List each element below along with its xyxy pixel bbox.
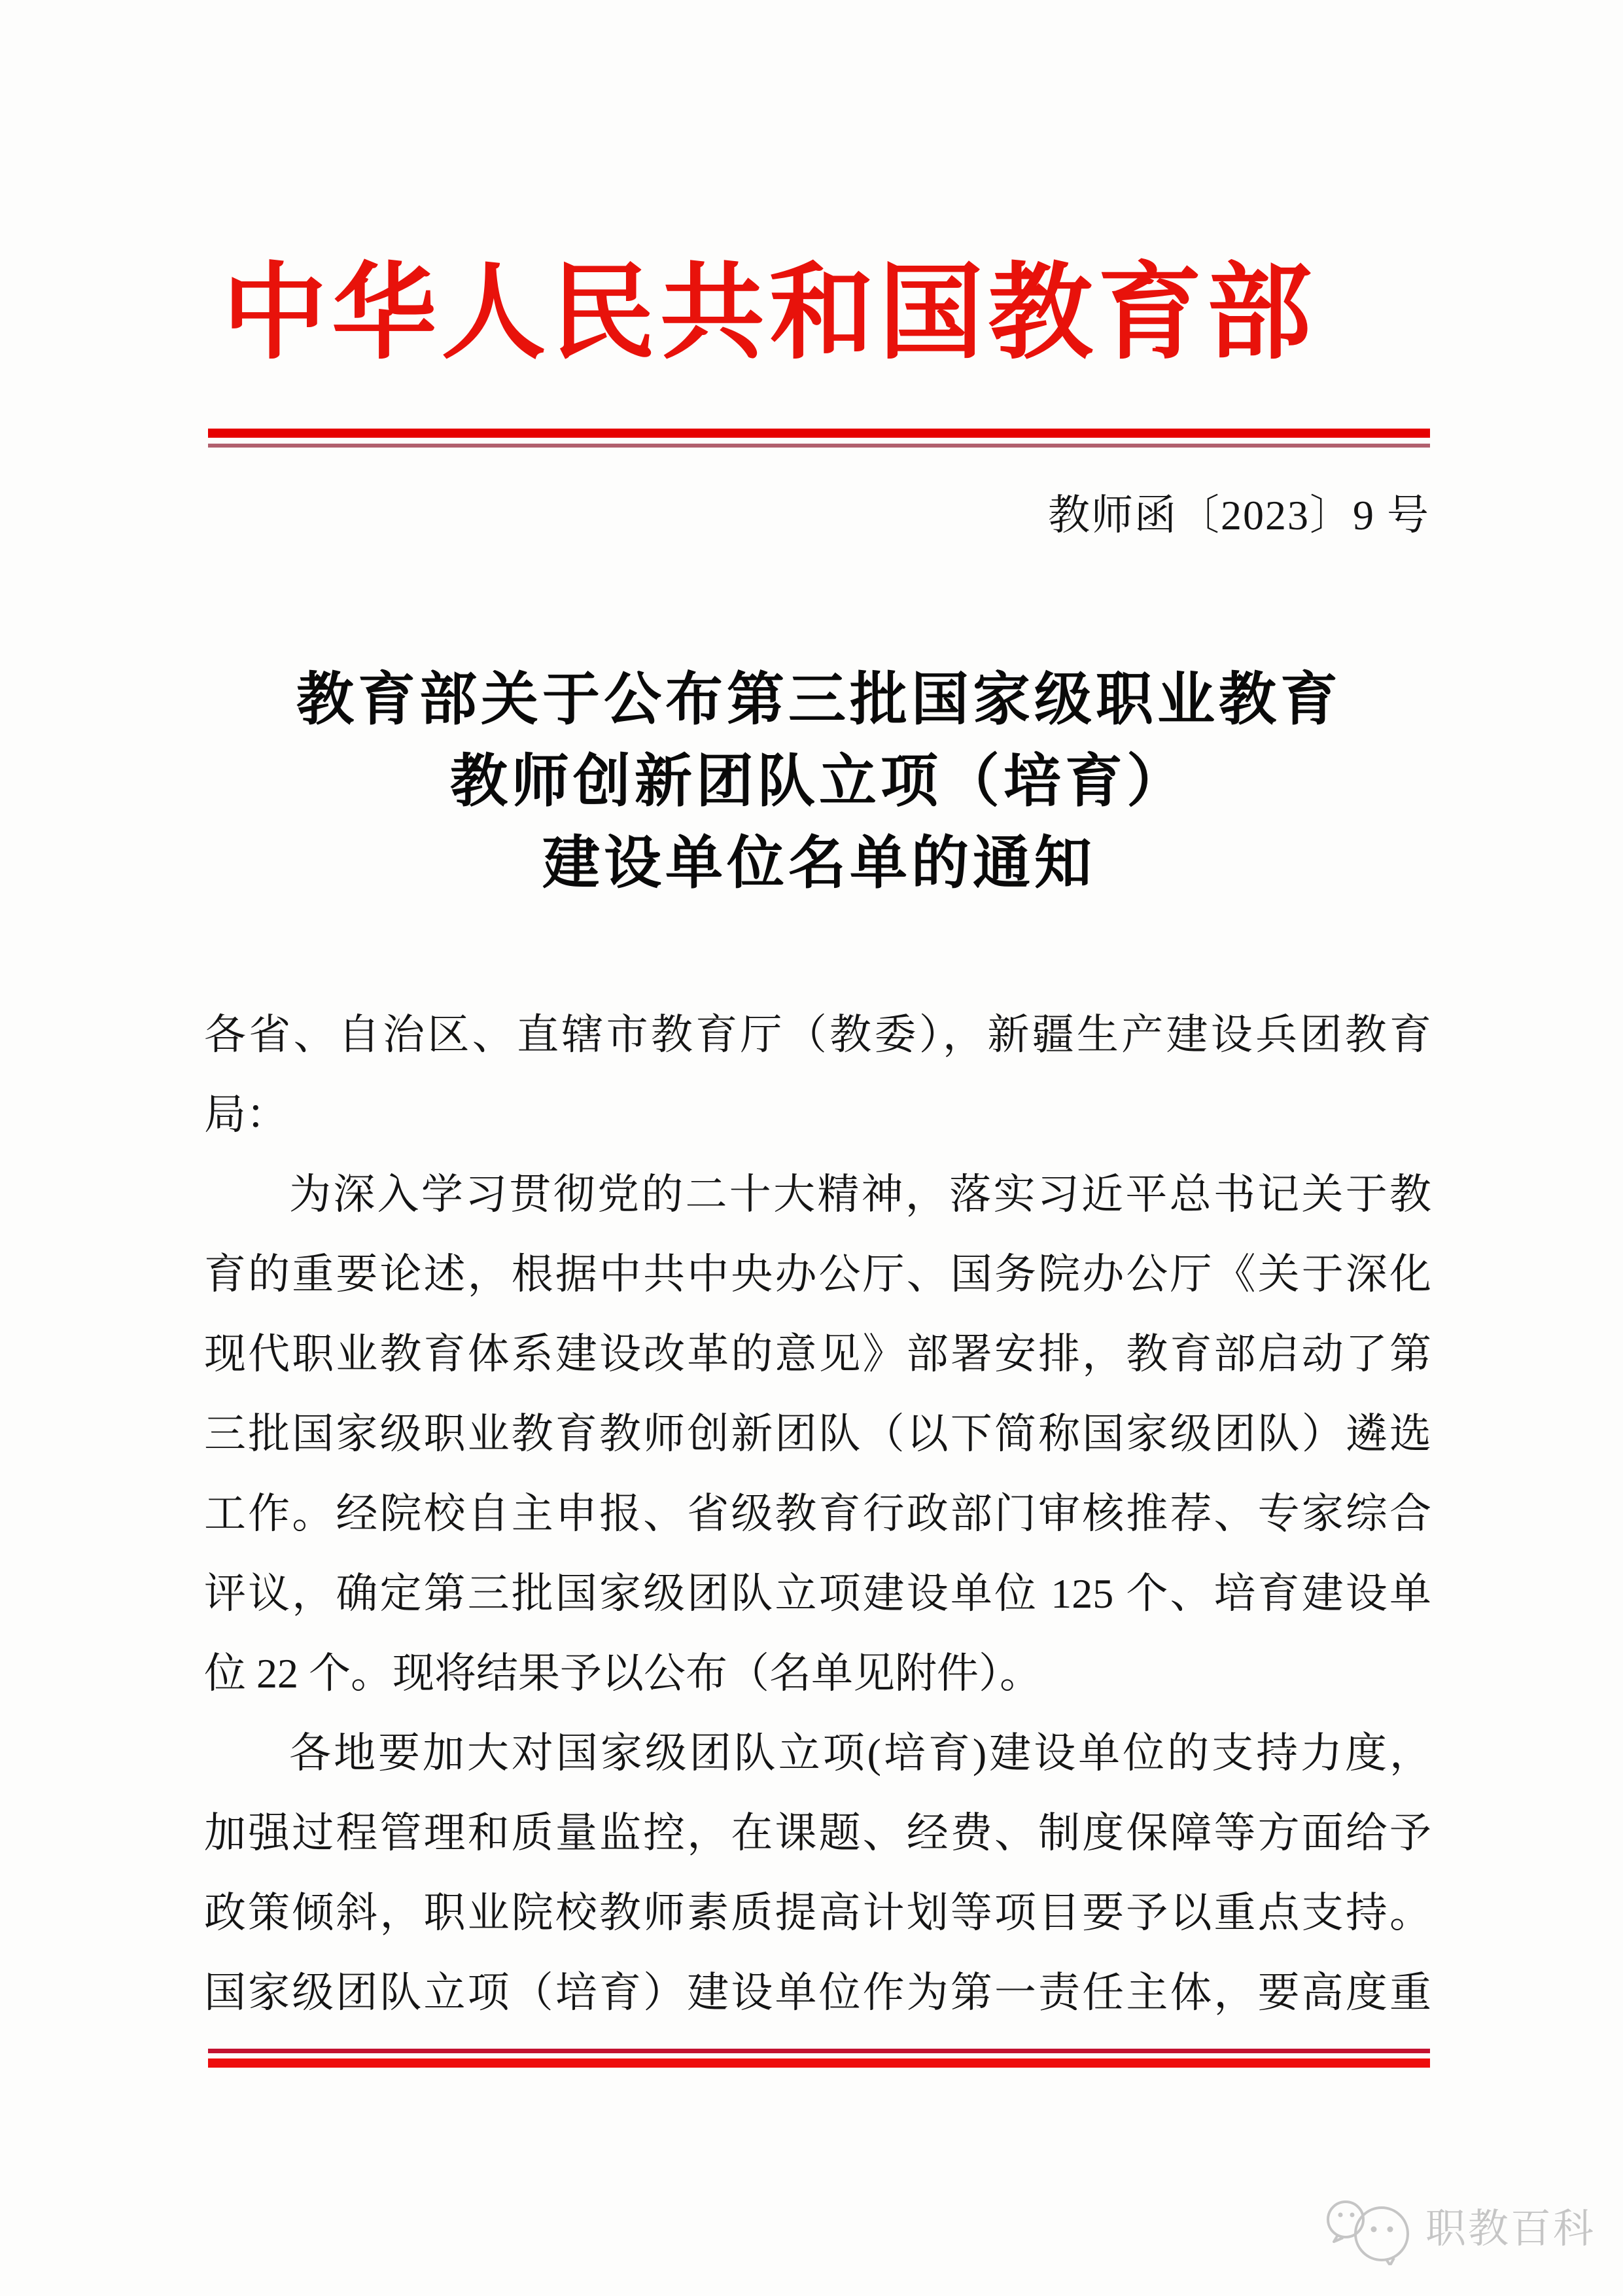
notice-body (204, 995, 1431, 2033)
letterhead-rule-thin (208, 444, 1430, 448)
notice-title-line: 教育部关于公布第三批国家级职业教育 (296, 669, 1342, 732)
paragraph2-line: 各地要加大对国家级团队立项(培育)建设单位的支持力度， (289, 1730, 1431, 1776)
paragraph2-line: 政策倾斜，职业院校教师素质提高计划等项目要予以重点支持。 (204, 1890, 1431, 1936)
footer-rule-dark (208, 2049, 1430, 2053)
paragraph1-line: 三批国家级职业教育教师创新团队（以下简称国家级团队）遴选 (204, 1411, 1431, 1457)
paragraph1-line: 现代职业教育体系建设改革的意见》部署安排，教育部启动了第 (204, 1331, 1431, 1377)
letterhead-rule-thick (208, 429, 1430, 438)
paragraph1-line: 育的重要论述，根据中共中央办公厅、国务院办公厅《关于深化 (204, 1251, 1431, 1298)
notice-title (208, 660, 1430, 905)
paragraph1-line: 评议，确定第三批国家级团队立项建设单位 125 个、培育建设单 (204, 1570, 1431, 1617)
notice-title-line: 教师创新团队立项（培育） (449, 751, 1188, 814)
paragraph1-line: 工作。经院校自主申报、省级教育行政部门审核推荐、专家综合 (204, 1491, 1431, 1537)
salutation-line: 各省、自治区、直辖市教育厅（教委），新疆生产建设兵团教育 (204, 1012, 1431, 1058)
paragraph2-line: 加强过程管理和质量监控，在课题、经费、制度保障等方面给予 (204, 1810, 1431, 1856)
footer-rule-bright (208, 2058, 1430, 2068)
watermark-label: 职教百科 (1425, 2206, 1596, 2252)
watermark-logo-icon (1318, 2193, 1416, 2265)
watermark (1318, 2193, 1596, 2265)
document-number: 教师函〔2023〕9 号 (1048, 492, 1430, 539)
paragraph1-line: 为深入学习贯彻党的二十大精神，落实习近平总书记关于教 (289, 1171, 1431, 1218)
paragraph2-line: 国家级团队立项（培育）建设单位作为第一责任主体，要高度重 (204, 1969, 1431, 2016)
notice-title-line: 建设单位名单的通知 (542, 832, 1096, 896)
paragraph1-line: 位 22 个。现将结果予以公布（名单见附件）。 (204, 1650, 1041, 1697)
letterhead-agency-title: 中华人民共和国教育部 (222, 255, 1312, 372)
salutation-line: 局： (204, 1091, 288, 1138)
